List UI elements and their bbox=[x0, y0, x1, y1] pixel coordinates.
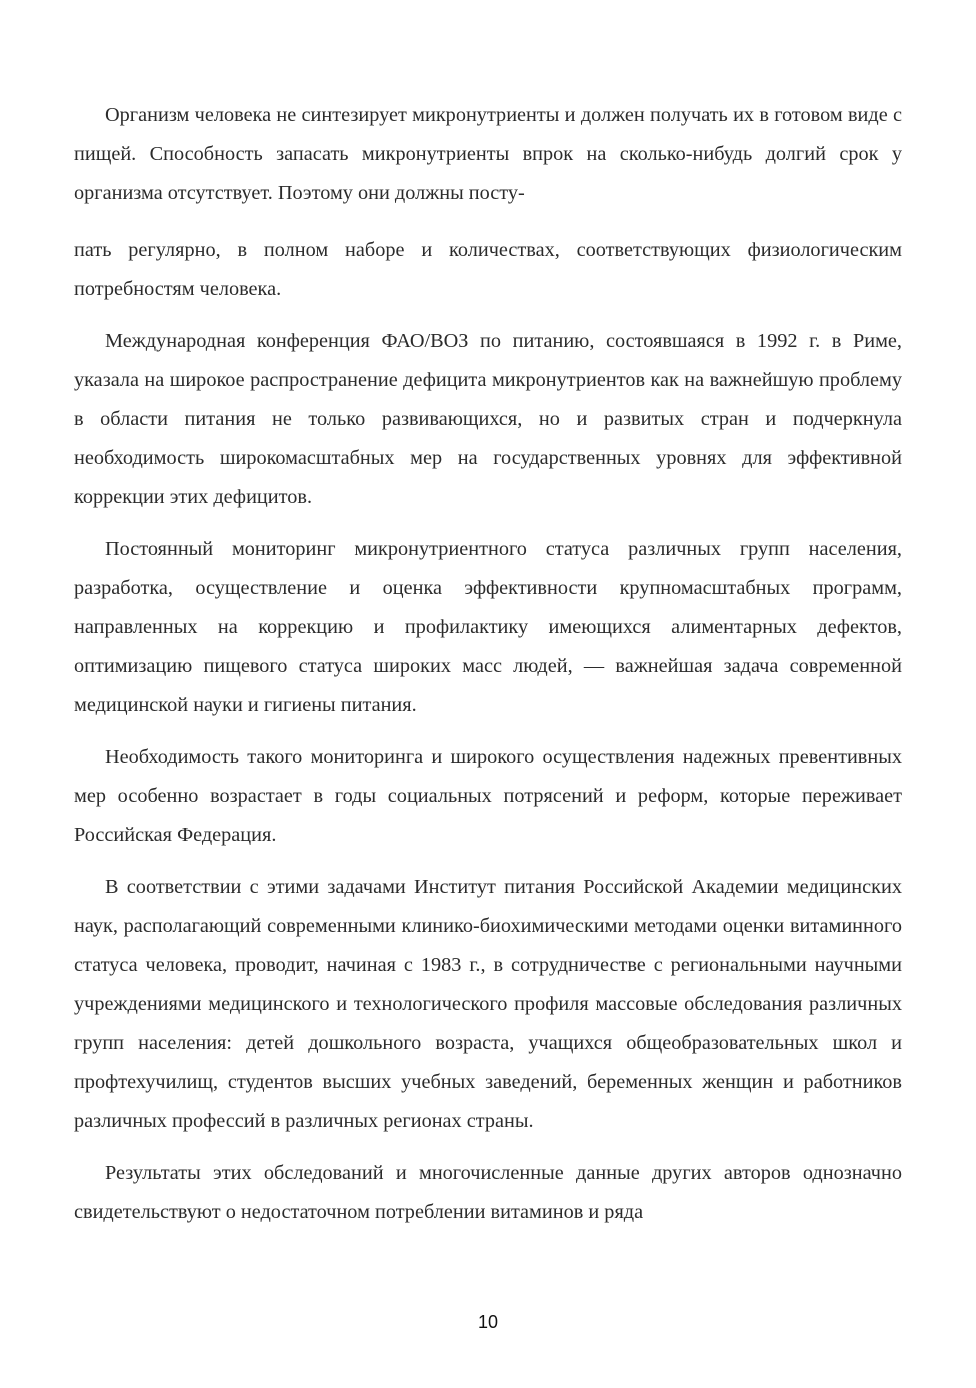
paragraph-1: Организм человека не синтезирует микронутриенты и должен получать их в готовом виде с пищей. Способность запасать микронутриенты впрок на сколько-нибудь долгий срок у организма отсутствует. Поэтому они должны посту- bbox=[74, 104, 902, 204]
paragraph-5: Необходимость такого мониторинга и широкого осуществления надежных превентивных мер особенно возрастает в годы социальных потрясений и реформ, которые переживает Российская Федерация. bbox=[74, 746, 902, 846]
paragraph-3: Международная конференция ФАО/ВОЗ по питанию, состоявшаяся в 1992 г. в Риме, указала на широкое распространение дефицита микронутриентов как на важнейшую проблему в области питания не только развивающихся, но и развитых стран и подчеркнула необходимость широкомасштабных мер на государственных уровнях для эффективной коррекции этих дефицитов. bbox=[74, 330, 902, 508]
page-number: 10 bbox=[477, 1312, 499, 1332]
paragraph-4: Постоянный мониторинг микронутриентного статуса различных групп населения, разработка, осуществление и оценка эффективности крупномасштабных программ, направленных на коррекцию и профилактику имеющихся алиментарных дефектов, оптимизацию пищевого статуса широких масс людей, — важнейшая задача современной медицинской науки и гигиены питания. bbox=[74, 538, 902, 716]
paragraph-2-continuation: пать регулярно, в полном наборе и количествах, соответствующих физиологическим потребностям человека. bbox=[74, 239, 902, 300]
paragraph-7: Результаты этих обследований и многочисленные данные других авторов однозначно свидетельствуют о недостаточном потреблении витаминов и ряда bbox=[74, 1162, 902, 1223]
document-body bbox=[74, 96, 902, 1232]
paragraph-6: В соответствии с этими задачами Институт питания Российской Академии медицинских наук, располагающий современными клинико-биохимическими методами оценки витаминного статуса человека, проводит, начиная с 1983 г., в сотрудничестве с региональными научными учреждениями медицинского и технологического профиля массовые обследования различных групп населения: детей дошкольного возраста, учащихся общеобразовательных школ и профтехучилищ, студентов высших учебных заведений, беременных женщин и работников различных профессий в различных регионах страны. bbox=[74, 876, 902, 1132]
